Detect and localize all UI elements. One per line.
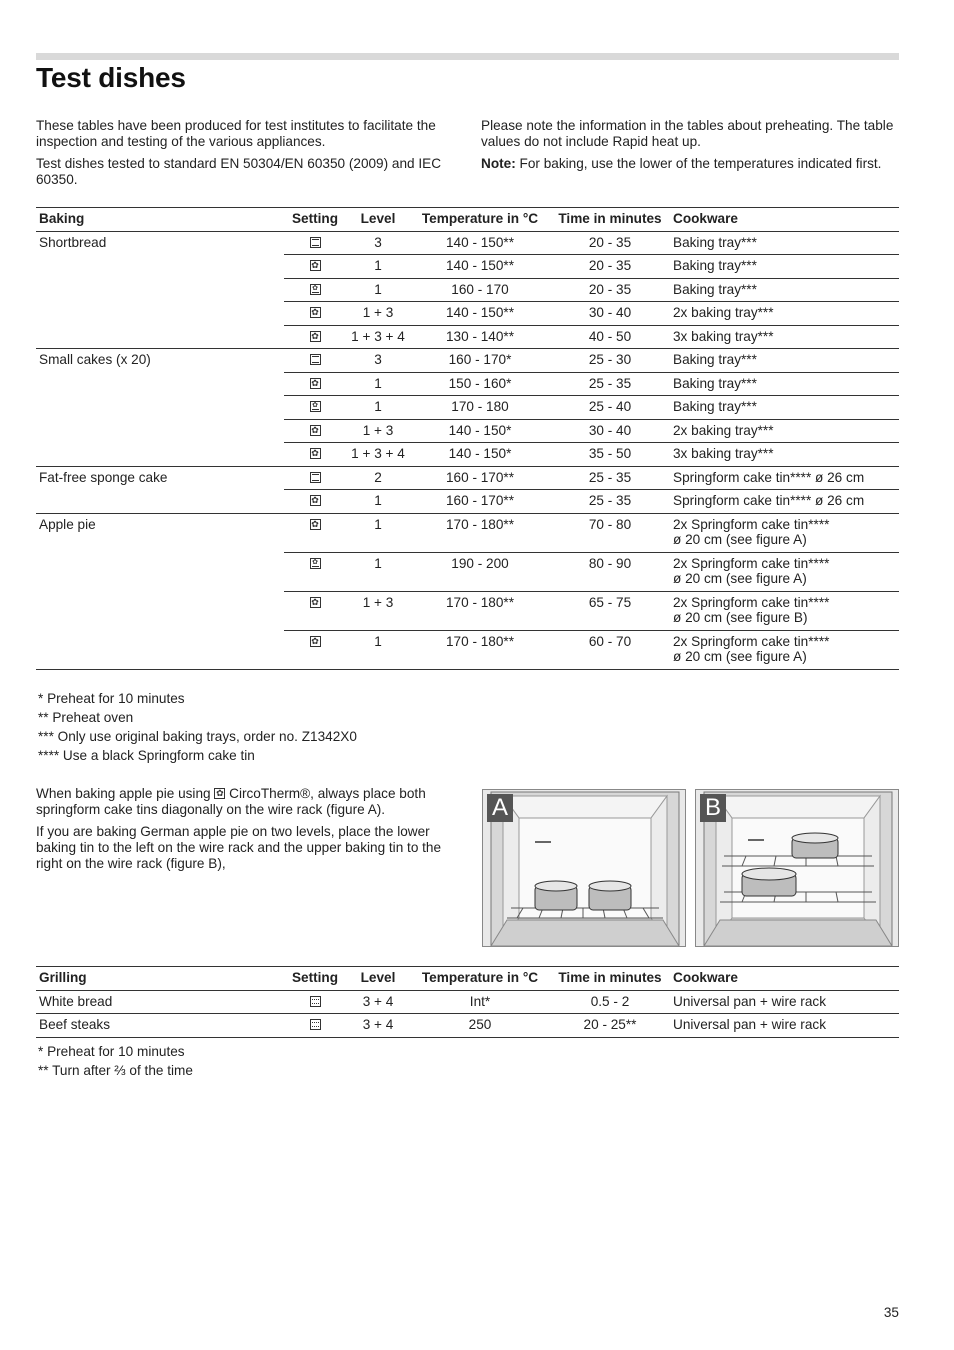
cookware-line: 2x Springform cake tin**** (673, 594, 830, 610)
footnote: ** Preheat oven (38, 710, 134, 725)
temperature-cell: Int* (410, 990, 550, 1014)
oven-illustration-b (696, 790, 899, 947)
footnote: * Preheat for 10 minutes (38, 1044, 185, 1059)
cookware-cell (670, 591, 899, 630)
temperature-cell: 160 - 170* (410, 349, 550, 373)
instruction-paragraph (36, 786, 466, 818)
level-cell: 3 + 4 (346, 1014, 410, 1038)
footnote: ** Turn after ⅔ of the time (38, 1063, 193, 1078)
pizza-setting-icon (310, 401, 321, 412)
dish-cell (36, 443, 284, 467)
top-bottom-heat-icon (310, 237, 321, 248)
cookware-cell: 3x baking tray*** (670, 325, 899, 349)
table-row (36, 490, 899, 514)
dish-cell: Apple pie (39, 516, 96, 532)
dish-cell (36, 552, 284, 591)
note-text: For baking, use the lower of the temperatures indicated first. (515, 156, 882, 171)
setting-cell (284, 325, 346, 349)
cookware-cell: Springform cake tin**** ø 26 cm (670, 490, 899, 514)
time-cell: 20 - 35 (550, 231, 670, 255)
cookware-cell (670, 552, 899, 591)
col-header: Temperature in °C (410, 208, 550, 232)
table-row (36, 419, 899, 443)
grill-icon (310, 996, 321, 1007)
time-cell: 65 - 75 (550, 591, 670, 630)
cookware-line: ø 20 cm (see figure A) (673, 571, 807, 586)
table-row (36, 630, 899, 669)
page-number: 35 (883, 1305, 899, 1320)
time-cell: 0.5 - 2 (550, 990, 670, 1014)
top-bottom-heat-icon (310, 354, 321, 365)
cookware-cell: Springform cake tin**** ø 26 cm (670, 466, 899, 490)
page-title: Test dishes (36, 62, 186, 93)
grilling-footnotes (38, 1042, 193, 1080)
level-cell: 1 (346, 513, 410, 552)
temperature-cell: 190 - 200 (410, 552, 550, 591)
level-cell: 1 + 3 + 4 (346, 443, 410, 467)
dish-cell (36, 490, 284, 514)
temperature-cell: 170 - 180** (410, 513, 550, 552)
cookware-cell: Baking tray*** (670, 278, 899, 302)
table-row (36, 513, 899, 552)
temperature-cell: 140 - 150** (410, 302, 550, 326)
table-row (36, 552, 899, 591)
setting-cell (284, 1014, 346, 1038)
table-row (36, 255, 899, 279)
table-row (36, 372, 899, 396)
setting-cell (284, 630, 346, 669)
cookware-line: ø 20 cm (see figure A) (673, 649, 807, 664)
dish-cell: Small cakes (x 20) (39, 352, 151, 367)
instruction-paragraph: If you are baking German apple pie on two levels, place the lower baking tin to the left on the wire rack and the upper baking tin to the right on the wire rack (figure B), (36, 824, 442, 871)
baking-table (36, 207, 899, 670)
time-cell: 20 - 35 (550, 278, 670, 302)
temperature-cell: 160 - 170** (410, 490, 550, 514)
setting-cell (284, 255, 346, 279)
setting-cell (284, 990, 346, 1014)
table-row (36, 990, 899, 1014)
circotherm-icon (310, 260, 321, 271)
time-cell: 35 - 50 (550, 443, 670, 467)
level-cell: 1 + 3 (346, 591, 410, 630)
circotherm-icon (310, 307, 321, 318)
oven-illustration-a (483, 790, 686, 947)
cookware-cell (670, 630, 899, 669)
cookware-cell: Baking tray*** (670, 231, 899, 255)
setting-cell (284, 372, 346, 396)
baking-footnotes (38, 689, 357, 765)
time-cell: 25 - 35 (550, 372, 670, 396)
setting-cell (284, 513, 346, 552)
cookware-cell: 2x baking tray*** (670, 302, 899, 326)
temperature-cell: 140 - 150* (410, 419, 550, 443)
time-cell: 25 - 35 (550, 466, 670, 490)
time-cell: 20 - 25** (550, 1014, 670, 1038)
cookware-line: ø 20 cm (see figure B) (673, 610, 808, 625)
figure-b (695, 789, 899, 947)
temperature-cell: 140 - 150** (410, 231, 550, 255)
table-row (36, 443, 899, 467)
circotherm-icon (310, 495, 321, 506)
circotherm-icon (310, 425, 321, 436)
table-row (36, 231, 899, 255)
setting-cell (284, 591, 346, 630)
level-cell: 1 + 3 + 4 (346, 325, 410, 349)
table-row (36, 466, 899, 490)
temperature-cell: 140 - 150** (410, 255, 550, 279)
footnote: *** Only use original baking trays, order no. Z1342X0 (38, 729, 357, 744)
instruction-text: When baking apple pie using (36, 786, 215, 801)
intro-paragraph: Please note the information in the tables about preheating. The table values do not include Rapid heat up. (481, 118, 894, 149)
temperature-cell: 160 - 170** (410, 466, 550, 490)
cookware-line: 2x Springform cake tin**** (673, 555, 830, 571)
time-cell: 25 - 35 (550, 490, 670, 514)
cookware-cell: Baking tray*** (670, 349, 899, 373)
cookware-cell: Baking tray*** (670, 255, 899, 279)
note-label: Note: (481, 156, 516, 171)
setting-cell (284, 466, 346, 490)
intro-paragraph: Test dishes tested to standard EN 50304/EN 60350 (2009) and IEC 60350. (36, 156, 442, 187)
level-cell: 1 (346, 490, 410, 514)
time-cell: 30 - 40 (550, 419, 670, 443)
cookware-cell (670, 513, 899, 552)
dish-cell (36, 372, 284, 396)
table-row (36, 325, 899, 349)
pizza-setting-icon (310, 558, 321, 569)
temperature-cell: 170 - 180** (410, 591, 550, 630)
setting-cell (284, 419, 346, 443)
dish-cell: Shortbread (39, 234, 107, 250)
temperature-cell: 150 - 160* (410, 372, 550, 396)
col-header: Cookware (670, 967, 899, 991)
dish-cell (36, 325, 284, 349)
cookware-line: 2x Springform cake tin**** (673, 633, 830, 649)
instruction-text: CircoTherm®, always place both springform cake tins diagonally on the wire rack (figure A). (36, 786, 426, 817)
col-header: Temperature in °C (410, 967, 550, 991)
level-cell: 1 (346, 255, 410, 279)
level-cell: 1 + 3 (346, 419, 410, 443)
setting-cell (284, 349, 346, 373)
cookware-cell: 2x baking tray*** (670, 419, 899, 443)
grilling-table (36, 966, 899, 1038)
setting-cell (284, 302, 346, 326)
cookware-line: ø 20 cm (see figure A) (673, 532, 807, 547)
temperature-cell: 170 - 180** (410, 630, 550, 669)
cookware-cell: 3x baking tray*** (670, 443, 899, 467)
intro-left (36, 118, 461, 194)
table-row (36, 302, 899, 326)
figure-label: A (487, 794, 513, 822)
level-cell: 3 (346, 231, 410, 255)
cookware-cell: Universal pan + wire rack (670, 1014, 899, 1038)
col-header: Level (346, 208, 410, 232)
cookware-cell: Baking tray*** (670, 372, 899, 396)
dish-cell (36, 278, 284, 302)
circotherm-icon (310, 448, 321, 459)
figure-label: B (700, 794, 726, 822)
dish-cell (36, 396, 284, 420)
time-cell: 25 - 40 (550, 396, 670, 420)
dish-cell (36, 630, 284, 669)
level-cell: 1 + 3 (346, 302, 410, 326)
temperature-cell: 160 - 170 (410, 278, 550, 302)
col-header: Grilling (36, 967, 284, 991)
grill-icon (310, 1019, 321, 1030)
time-cell: 70 - 80 (550, 513, 670, 552)
level-cell: 1 (346, 552, 410, 591)
col-header: Level (346, 967, 410, 991)
setting-cell (284, 231, 346, 255)
circotherm-icon (310, 378, 321, 389)
level-cell: 1 (346, 372, 410, 396)
level-cell: 1 (346, 278, 410, 302)
temperature-cell: 250 (410, 1014, 550, 1038)
table-row (36, 1014, 899, 1038)
footnote: * Preheat for 10 minutes (38, 691, 185, 706)
setting-cell (284, 278, 346, 302)
top-bottom-heat-icon (310, 472, 321, 483)
setting-cell (284, 396, 346, 420)
setting-cell (284, 443, 346, 467)
dish-cell (36, 302, 284, 326)
dish-cell: Beef steaks (36, 1014, 284, 1038)
top-rule (36, 53, 899, 60)
circotherm-icon (310, 636, 321, 647)
col-header: Time in minutes (550, 967, 670, 991)
footnote: **** Use a black Springform cake tin (38, 748, 255, 763)
col-header: Setting (284, 967, 346, 991)
col-header: Time in minutes (550, 208, 670, 232)
circotherm-icon (214, 788, 225, 799)
setting-cell (284, 552, 346, 591)
col-header: Baking (36, 208, 284, 232)
dish-cell: Fat-free sponge cake (39, 469, 168, 485)
level-cell: 2 (346, 466, 410, 490)
level-cell: 3 + 4 (346, 990, 410, 1014)
circotherm-icon (310, 597, 321, 608)
time-cell: 25 - 30 (550, 349, 670, 373)
figure-a (482, 789, 686, 947)
time-cell: 40 - 50 (550, 325, 670, 349)
col-header: Cookware (670, 208, 899, 232)
circotherm-icon (310, 519, 321, 530)
dish-cell (36, 419, 284, 443)
level-cell: 3 (346, 349, 410, 373)
cookware-cell: Baking tray*** (670, 396, 899, 420)
time-cell: 60 - 70 (550, 630, 670, 669)
note-paragraph (481, 156, 899, 172)
cookware-cell: Universal pan + wire rack (670, 990, 899, 1014)
dish-cell: White bread (36, 990, 284, 1014)
intro-right (481, 118, 899, 178)
table-row (36, 278, 899, 302)
temperature-cell: 130 - 140** (410, 325, 550, 349)
table-row (36, 396, 899, 420)
time-cell: 20 - 35 (550, 255, 670, 279)
col-header: Setting (284, 208, 346, 232)
setting-cell (284, 490, 346, 514)
temperature-cell: 140 - 150* (410, 443, 550, 467)
level-cell: 1 (346, 630, 410, 669)
time-cell: 30 - 40 (550, 302, 670, 326)
table-row (36, 591, 899, 630)
circotherm-icon (310, 331, 321, 342)
dish-cell (36, 591, 284, 630)
time-cell: 80 - 90 (550, 552, 670, 591)
dish-cell (36, 255, 284, 279)
temperature-cell: 170 - 180 (410, 396, 550, 420)
cookware-line: 2x Springform cake tin**** (673, 516, 830, 532)
intro-paragraph: These tables have been produced for test institutes to facilitate the inspection and testing of the various appliances. (36, 118, 436, 149)
level-cell: 1 (346, 396, 410, 420)
pizza-setting-icon (310, 284, 321, 295)
table-row (36, 349, 899, 373)
apple-pie-instructions (36, 786, 466, 878)
